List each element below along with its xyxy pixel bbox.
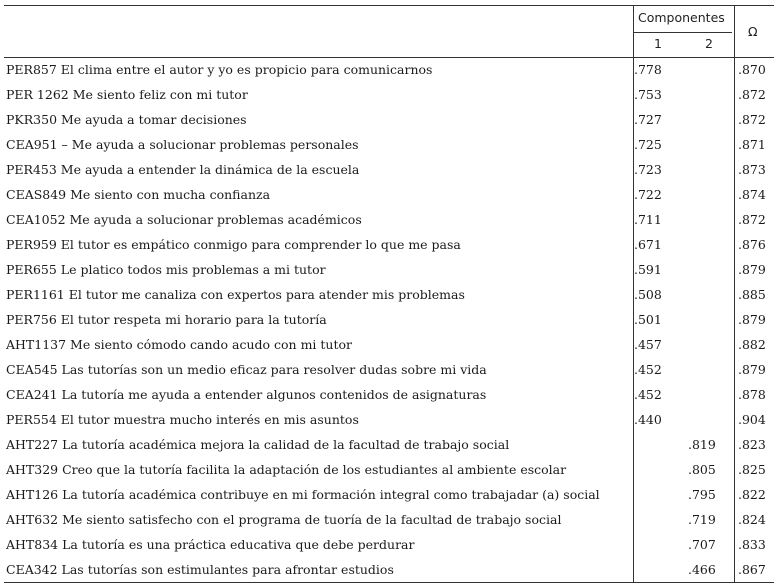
- item-label: PER756 El tutor respeta mi horario para la tutoría: [6, 312, 327, 327]
- table-row: [4, 507, 774, 532]
- table-row: [4, 207, 774, 232]
- top-rule: [4, 5, 774, 6]
- omega-value: .879: [738, 262, 766, 277]
- table-row: [4, 82, 774, 107]
- component-1-loading: .440: [634, 412, 662, 427]
- omega-value: .872: [738, 212, 766, 227]
- table-row: [4, 432, 774, 457]
- table-row: [4, 532, 774, 557]
- component-1-loading: .457: [634, 337, 662, 352]
- omega-value: .874: [738, 187, 766, 202]
- component-1-loading: .452: [634, 387, 662, 402]
- omega-value: .822: [738, 487, 766, 502]
- component-1-loading: .727: [634, 112, 662, 127]
- table-row: [4, 482, 774, 507]
- omega-value: .872: [738, 112, 766, 127]
- table-row: [4, 457, 774, 482]
- item-label: CEAS849 Me siento con mucha confianza: [6, 187, 271, 202]
- omega-value: .878: [738, 387, 766, 402]
- table-row: [4, 57, 774, 82]
- component-2-loading: .707: [688, 537, 716, 552]
- table-row: [4, 182, 774, 207]
- item-label: AHT329 Creo que la tutoría facilita la adaptación de los estudiantes al ambiente escolar: [6, 462, 567, 477]
- omega-header: Ω: [748, 24, 758, 39]
- item-label: CEA951 – Me ayuda a solucionar problemas personales: [6, 137, 359, 152]
- item-label: CEA342 Las tutorías son estimulantes para afrontar estudios: [6, 562, 394, 577]
- item-label: PER1161 El tutor me canaliza con expertos para atender mis problemas: [6, 287, 465, 302]
- component-1-loading: .508: [634, 287, 662, 302]
- item-label: AHT834 La tutoría es una práctica educativa que debe perdurar: [6, 537, 415, 552]
- omega-value: .873: [738, 162, 766, 177]
- table-row: [4, 107, 774, 132]
- component-1-loading: .671: [634, 237, 662, 252]
- omega-value: .879: [738, 312, 766, 327]
- component-2-loading: .805: [688, 462, 716, 477]
- table-row: [4, 157, 774, 182]
- omega-value: .871: [738, 137, 766, 152]
- component-1-loading: .711: [634, 212, 662, 227]
- component-1-loading: .725: [634, 137, 662, 152]
- component-2-loading: .466: [688, 562, 716, 577]
- omega-value: .823: [738, 437, 766, 452]
- item-label: PER857 El clima entre el autor y yo es propicio para comunicarnos: [6, 62, 433, 77]
- component-2-loading: .795: [688, 487, 716, 502]
- components-underline: [634, 32, 732, 33]
- table-row: [4, 382, 774, 407]
- omega-value: .876: [738, 237, 766, 252]
- omega-value: .882: [738, 337, 766, 352]
- table-row: [4, 307, 774, 332]
- omega-value: .870: [738, 62, 766, 77]
- item-label: CEA1052 Me ayuda a solucionar problemas académicos: [6, 212, 362, 227]
- item-label: AHT1137 Me siento cómodo cando acudo con mi tutor: [6, 337, 352, 352]
- component-1-loading: .591: [634, 262, 662, 277]
- item-label: AHT227 La tutoría académica mejora la calidad de la facultad de trabajo social: [6, 437, 510, 452]
- table-row: [4, 332, 774, 357]
- component-2-loading: .719: [688, 512, 716, 527]
- table-row: [4, 132, 774, 157]
- item-label: PER 1262 Me siento feliz con mi tutor: [6, 87, 248, 102]
- component-2-loading: .819: [688, 437, 716, 452]
- omega-value: .885: [738, 287, 766, 302]
- item-label: AHT632 Me siento satisfecho con el programa de tuoría de la facultad de trabajo social: [6, 512, 562, 527]
- table-row: [4, 257, 774, 282]
- omega-value: .872: [738, 87, 766, 102]
- table-row: [4, 357, 774, 382]
- component-1-loading: .723: [634, 162, 662, 177]
- item-label: PER554 El tutor muestra mucho interés en mis asuntos: [6, 412, 359, 427]
- item-label: PKR350 Me ayuda a tomar decisiones: [6, 112, 247, 127]
- omega-value: .879: [738, 362, 766, 377]
- omega-value: .867: [738, 562, 766, 577]
- bottom-rule: [4, 582, 774, 583]
- component-1-loading: .778: [634, 62, 662, 77]
- item-label: PER453 Me ayuda a entender la dinámica de la escuela: [6, 162, 360, 177]
- omega-value: .825: [738, 462, 766, 477]
- item-label: PER959 El tutor es empático conmigo para comprender lo que me pasa: [6, 237, 461, 252]
- item-label: AHT126 La tutoría académica contribuye en mi formación integral como trabajadar (a) social: [6, 487, 600, 502]
- component-1-loading: .722: [634, 187, 662, 202]
- components-header: Componentes: [638, 10, 725, 25]
- omega-value: .833: [738, 537, 766, 552]
- omega-value: .824: [738, 512, 766, 527]
- item-label: PER655 Le platico todos mis problemas a mi tutor: [6, 262, 326, 277]
- item-label: CEA241 La tutoría me ayuda a entender algunos contenidos de asignaturas: [6, 387, 487, 402]
- table-row: [4, 282, 774, 307]
- component-1-loading: .501: [634, 312, 662, 327]
- table-row: [4, 232, 774, 257]
- component-2-header: 2: [705, 36, 713, 51]
- item-label: CEA545 Las tutorías son un medio eficaz para resolver dudas sobre mi vida: [6, 362, 487, 377]
- component-1-header: 1: [654, 36, 662, 51]
- omega-value: .904: [738, 412, 766, 427]
- component-1-loading: .452: [634, 362, 662, 377]
- table-row: [4, 557, 774, 582]
- table-row: [4, 407, 774, 432]
- component-1-loading: .753: [634, 87, 662, 102]
